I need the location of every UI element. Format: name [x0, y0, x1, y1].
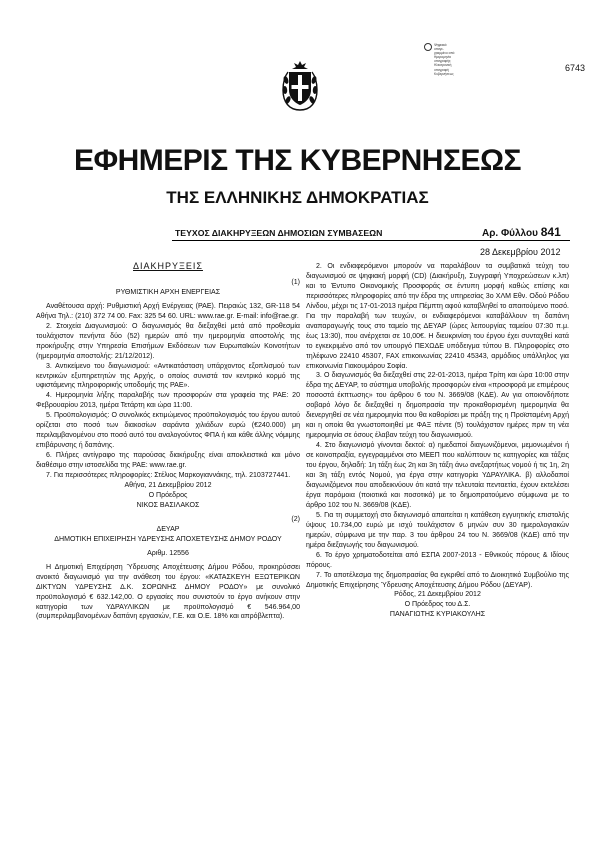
sheet-number: 841: [540, 225, 561, 239]
place-date: Ρόδος, 21 Δεκεμβρίου 2012: [394, 591, 481, 599]
right-column: [306, 262, 569, 620]
notice-paragraph: 5. Για τη συμμετοχή στο διαγωνισμό απαιτείται η κατάθεση εγγυητικής επιστολής ύψους 10.734,00 ευρώ με ισχύ τουλάχιστον 6 μηνών συν 30 ημερολογιακών ημερών, σύμφωνα με την παρ. 3 του άρθρου 24 του Ν. 3669/08 (ΚΔΕ) από την ημέρα διεξαγωγής του διαγωνισμού.: [306, 511, 569, 549]
stamp-line: γραμμένο από: [434, 51, 455, 56]
notice-paragraph: 7. Το αποτέλεσμα της δημοπρασίας θα εγκριθεί από το Διοικητικό Συμβούλιο της Δημοτικής Επιχείρησης Ύδρευσης Αποχέτευσης Δήμου Ρόδου (ΔΕΥΑΡ).: [306, 571, 569, 589]
issue-series: ΤΕΥΧΟΣ ΔΙΑΚΗΡΥΞΕΩΝ ΔΗΜΟΣΙΩΝ ΣΥΜΒΑΣΕΩΝ: [175, 228, 383, 238]
signer-name: ΝΙΚΟΣ ΒΑΣΙΛΑΚΟΣ: [136, 501, 200, 509]
notice-paragraph: 3. Ο διαγωνισμός θα διεξαχθεί στις 22-01-2013, ημέρα Τρίτη και ώρα 10:00 στην έδρα της ΔΕΥΑΡ, το σύστημα υποβολής προσφορών είναι «προσφορά με επιμέρους ποσοστά έκπτωσης» του άρθρου 6 του Ν. 3669/08 (ΚΔΕ). Αν για οποιονδήποτε σοβαρό λόγο δε διεξαχθεί η δημοπρασία την προκαθορισμένη ημερομηνία θα διενεργηθεί σε νέα ημερομηνία που θα καθορίσει με πράξη της η Προϊσταμένη Αρχή και η οποία θα γνωστοποιηθεί με ΦΑΞ πέντε (5) τουλάχιστον ημέρες πριν τη νέα ημερομηνία σε όσους έλαβαν τεύχη του διαγωνισμού.: [306, 372, 569, 440]
gazette-subheading: ΤΗΣ ΕΛΛΗΝΙΚΗΣ ΔΗΜΟΚΡΑΤΙΑΣ: [166, 188, 429, 207]
notice-paragraph: 7. Για περισσότερες πληροφορίες: Στέλιος Μαρκογιαννάκης, τηλ. 2103727441.: [46, 472, 291, 480]
notice-org: ΔΕΥΑΡ: [156, 525, 180, 533]
notice-authority: ΡΥΘΜΙΣΤΙΚΗ ΑΡΧΗ ΕΝΕΡΓΕΙΑΣ: [115, 288, 221, 296]
stamp-line: υπογραφή: [434, 67, 449, 72]
sheet-label: Αρ. Φύλλου: [482, 228, 538, 239]
digital-signature-stamp: [424, 43, 488, 97]
notice-paragraph: 3. Αντικείμενο του διαγωνισμού: «Αντικατάσταση υπάρχοντος εξοπλισμού των κεντρικών εξυπηρετητών της Αρχής, ο οποίος συνιστά τον κεντρικό κορμό της υφιστάμενης πληροφορικής υποδομής της ΡΑΕ».: [36, 362, 300, 390]
stamp-line: Ψηφιακά: [434, 43, 447, 47]
stamp-line: υπογραφής:: [434, 59, 452, 64]
notice-paragraph: 5. Προϋπολογισμός: Ο συνολικός εκτιμώμενος προϋπολογισμός του έργου αυτού ορίζεται στο ποσό των διακοσίων σαράντα χιλιάδων ευρώ (€240.000) μη περιλαμβανομένου στο ποσό αυτό του αναλογούντος ΦΠΑ ή και κάθε άλλης νόμιμης επιβάρυνσης ή δαπάνης.: [36, 412, 300, 450]
notice-paragraph: 4. Στο διαγωνισμό γίνονται δεκτοί: α) ημεδαποί διαγωνιζόμενοι, μεμονωμένοι ή σε κοινοπραξία, εγγεγραμμένοι στο ΜΕΕΠ που καλύπτουν τις κατηγορίες και τάξεις του έργου, δηλαδή: 1η τάξη έως 2η και 3η τάξη άνω ανεξαρτήτως νομού ή τις 1η, 2η και 3η τάξη εντός Νομού, για έργα στην κατηγορία ΥΔΡΑΥΛΙΚΑ. β) αλλοδαποί διαγωνιζόμενοι που αποδεικνύουν ότι κατά την τελευταία πενταετία, έχουν εκτελέσει έργα παρόμοια (ποιοτικά και ποσοτικά) με το δημοπρατούμενο σύμφωνα με το άρθρο 102 του Ν. 3669/08 (ΚΔΕ).: [306, 442, 569, 509]
gazette-masthead: ΕΦΗΜΕΡΙΣ ΤΗΣ ΚΥΒΕΡΝΗΣΕΩΣ: [73, 144, 522, 177]
stamp-line: υπογε-: [434, 47, 444, 52]
signer-name: ΠΑΝΑΓΙΩΤΗΣ ΚΥΡΙΑΚΟΥΛΗΣ: [389, 611, 486, 619]
place-date: Αθήνα, 21 Δεκεμβρίου 2012: [124, 482, 212, 490]
signer-title: Ο Πρόεδρος: [148, 491, 188, 499]
notice-paragraph: 4. Ημερομηνία λήξης παραλαβής των προσφορών στα γραφεία της ΡΑΕ: 20 Φεβρουαρίου 2013, ημέρα Τετάρτη και ώρα 11:00.: [36, 392, 300, 410]
notice-org-full: ΔΗΜΟΤΙΚΗ ΕΠΙΧΕΙΡΗΣΗ ΥΔΡΕΥΣΗΣ ΑΠΟΧΕΤΕΥΣΗΣ ΔΗΜΟΥ ΡΟΔΟΥ: [54, 535, 282, 543]
header-rule: [172, 240, 570, 241]
section-heading: ΔΙΑΚΗΡΥΞΕΙΣ: [133, 261, 203, 271]
notice-paragraph: 6. Πλήρες αντίγραφο της παρούσας διακήρυξης είναι αποκλειστικά και μόνο διαθέσιμο στην ιστοσελίδα της ΡΑΕ: www.rae.gr.: [36, 452, 300, 470]
greek-coat-of-arms-emblem: [279, 52, 321, 120]
left-column: [36, 262, 300, 622]
notice-paragraph: Η Δημοτική Επιχείρηση Ύδρευσης Αποχέτευσης Δήμου Ρόδου, προκηρύσσει ανοικτό διαγωνισμό για την ανάθεση του έργου: «ΚΑΤΑΣΚΕΥΗ ΕΞΩΤΕΡΙΚΩΝ ΔΙΚΤΥΩΝ ΥΔΡΕΥΣΗΣ Δ.Κ. ΣΟΡΩΝΗΣ ΔΗΜΟΥ ΡΟΔΟΥ» με συνολικό προϋπολογισμό € 632.142,00. Ο εργασίες που συνιστούν το έργο ανήκουν στην κατηγορία των ΥΔΡΑΥΛΙΚΩΝ με προϋπολογισμό € 546.964,00 (συμπεριλαμβανομένων δαπάνη εργασιών, Γ.Ε. και Ο.Ε. 18% και απρόβλεπτα).: [36, 563, 300, 621]
notice-number: (1): [291, 278, 300, 286]
stamp-line: Ηλεκτρονική: [434, 63, 452, 68]
stamp-line: Κυβερνήσεως: [434, 71, 454, 76]
notice-paragraph: 2. Οι ενδιαφερόμενοι μπορούν να παραλάβουν τα συμβατικά τεύχη του διαγωνισμού σε ψηφιακή μορφή (CD) (Διακήρυξη, Συγγραφή Υποχρεώσεων κ.λπ) και το Έντυπο Οικονομικής Προσφοράς σε έντυπη μορφή καθώς επίσης και περισσότερες πληροφορίες από την έδρα της υπηρεσίας 3ο ΧΛΜ Εθν. Οδού Ρόδου Λίνδου, μέχρι τις 17-01-2013 ημέρα Πέμπτη αφού καταβληθεί το απαιτούμενο ποσό. Για την παραλαβή των τευχών, οι ενδιαφερόμενοι καταβάλλουν τη δαπάνη αναπαραγωγής τους στο ταμείο της ΔΕΥΑΡ (ώρες λειτουργίας ταμείου 07:30 π.μ. έως 13:30), που ανέρχεται σε 10,00€. Η διευκρινίση του έργου έχει συνταχθεί κατά το εγκεκριμένο από τον υπουργό ΠΕΧΩΔΕ υπόδειγμα τύπου Β. Πληροφορίες στο τηλέφωνο 22410 45307, FAX επικοινωνίας 22410 45343, αρμόδιος υπάλληλος για επικοινωνία Γιακουμάρου Σοφία.: [306, 263, 569, 370]
page-number: 6743: [565, 63, 586, 73]
signer-title: Ο Πρόεδρος του Δ.Σ.: [404, 601, 471, 609]
notice-paragraph: 2. Στοιχεία Διαγωνισμού: Ο διαγωνισμός θα διεξαχθεί μετά από προθεσμία τουλάχιστον πενήντα δύο (52) ημερών από την ημερομηνία αποστολής της προκήρυξης στην Υπηρεσία Επισήμων Εκδόσεων των Ευρωπαϊκών Κοινοτήτων (ημερομηνία αποστολής: 21/12/2012).: [36, 322, 300, 360]
notice-reference: Αριθμ. 12556: [147, 549, 189, 557]
issue-date: 28 Δεκεμβρίου 2012: [480, 247, 561, 257]
stamp-line: Ημερομηνία: [434, 55, 451, 60]
notice-paragraph: Αναθέτουσα αρχή: Ρυθμιστική Αρχή Ενέργειας (ΡΑΕ). Πειραιώς 132, GR-118 54 Αθήνα Τηλ.: (210) 372 74 00. Fax: 325 54 60. URL: www.rae.gr. E-mail: info@rae.gr.: [36, 302, 300, 320]
notice-number: (2): [291, 515, 300, 523]
issue-sheet-number: [482, 225, 561, 239]
signature-seal-icon: [424, 43, 432, 51]
notice-paragraph: 6. Το έργο χρηματοδοτείται από ΕΣΠΑ 2007-2013 - Εθνικούς πόρους & Ιδίους πόρους.: [306, 551, 569, 569]
